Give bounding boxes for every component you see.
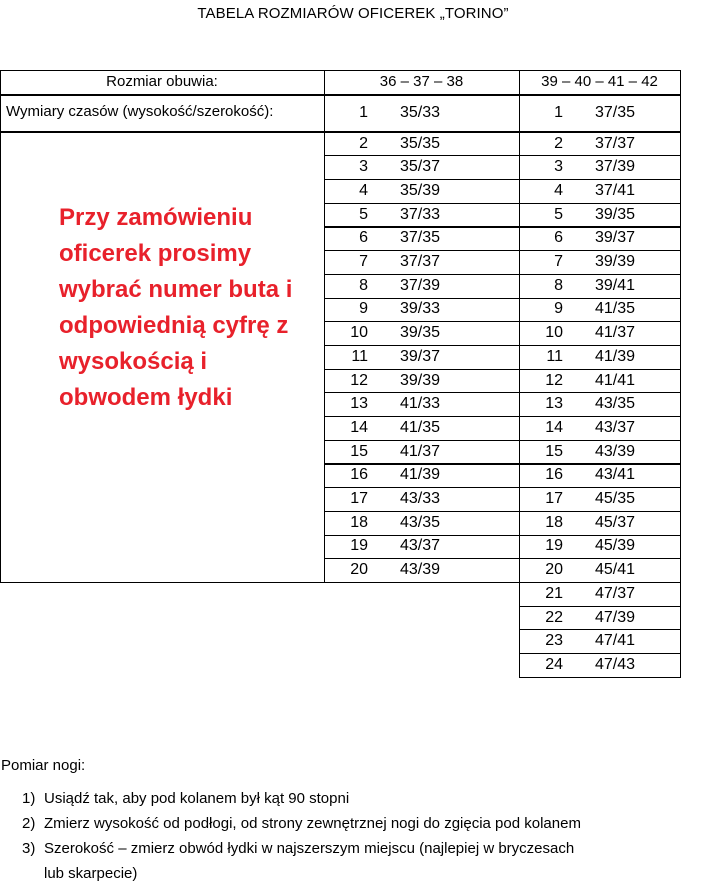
col2-size-number: 1 <box>554 103 563 121</box>
col2-size-number: 16 <box>545 466 563 484</box>
col2-size-number: 11 <box>546 347 563 365</box>
col1-size-value: 41/33 <box>400 395 441 413</box>
col2-size-value: 41/37 <box>595 324 636 342</box>
instruction-number: 1) <box>22 790 36 807</box>
col1-size-number: 13 <box>350 395 368 413</box>
col1-size-value: 39/35 <box>400 324 441 342</box>
instruction-text: Szerokość – zmierz obwód łydki w najszerszym miejscu (najlepiej w bryczesach <box>44 840 575 857</box>
col2-size-number: 7 <box>554 253 563 271</box>
col1-size-value: 39/39 <box>400 371 441 389</box>
col1-size-number: 9 <box>359 300 368 318</box>
col2-size-number: 3 <box>554 158 563 176</box>
col2-size-number: 20 <box>545 561 563 579</box>
size-label: Rozmiar obuwia: <box>106 73 218 90</box>
col2-size-value: 43/41 <box>595 466 636 484</box>
col2-size-value: 41/35 <box>595 300 636 318</box>
col2-size-value: 41/41 <box>595 371 636 389</box>
col1-size-number: 1 <box>359 103 368 121</box>
col2-size-value: 45/39 <box>595 537 636 555</box>
instruction-text: Usiądź tak, aby pod kolanem był kąt 90 stopni <box>44 790 350 807</box>
col1-size-number: 18 <box>350 513 368 531</box>
instruction-text: lub skarpecie) <box>44 865 138 882</box>
col2-size-value: 43/39 <box>595 442 636 460</box>
col1-size-value: 43/37 <box>400 537 441 555</box>
col2-size-number: 6 <box>554 229 563 247</box>
col1-size-number: 7 <box>359 253 368 271</box>
col1-size-value: 41/35 <box>400 418 441 436</box>
col2-size-value: 43/35 <box>595 395 636 413</box>
col2-size-value: 37/35 <box>595 103 636 121</box>
col2-size-number: 23 <box>545 632 563 650</box>
col1-size-value: 35/35 <box>400 134 441 152</box>
col1-size-number: 8 <box>359 276 368 294</box>
col1-size-number: 17 <box>350 490 368 508</box>
col2-size-value: 43/37 <box>595 418 636 436</box>
col2-size-value: 45/41 <box>595 561 636 579</box>
col1-size-value: 43/35 <box>400 513 441 531</box>
col2-size-number: 22 <box>545 608 563 626</box>
col2-size-value: 39/39 <box>595 253 636 271</box>
col1-size-value: 37/39 <box>400 276 441 294</box>
col2-size-value: 45/37 <box>595 513 636 531</box>
col1-size-number: 5 <box>359 205 368 223</box>
col2-size-number: 13 <box>545 395 563 413</box>
col1-size-value: 37/37 <box>400 253 441 271</box>
col1-size-number: 2 <box>359 134 368 152</box>
col1-size-value: 41/39 <box>400 466 441 484</box>
col2-size-value: 39/37 <box>595 229 636 247</box>
instruction-text: Zmierz wysokość od podłogi, od strony zewnętrznej nogi do zgięcia pod kolanem <box>44 815 581 832</box>
col2-size-number: 18 <box>545 513 563 531</box>
col2-size-number: 21 <box>545 584 563 602</box>
col1-size-number: 11 <box>351 347 368 365</box>
col2-size-number: 19 <box>545 537 563 555</box>
order-note: Przy zamówieniu oficerek prosimy wybrać numer buta i odpowiednią cyfrę z wysokością i obwodem łydki <box>59 204 293 411</box>
col1-size-number: 16 <box>350 466 368 484</box>
col1-size-value: 35/37 <box>400 158 441 176</box>
col2-size-value: 47/43 <box>595 655 636 673</box>
col2-size-value: 47/41 <box>595 632 636 650</box>
col2-size-number: 10 <box>545 324 563 342</box>
col2-size-number: 4 <box>554 181 563 199</box>
col1-header: 36 – 37 – 38 <box>379 73 464 90</box>
col1-size-value: 37/33 <box>400 205 441 223</box>
col2-size-number: 8 <box>554 276 563 294</box>
col2-size-number: 17 <box>545 490 563 508</box>
col1-size-number: 10 <box>350 324 368 342</box>
instruction-number: 3) <box>22 840 36 857</box>
col1-size-number: 3 <box>359 158 368 176</box>
instruction-number: 2) <box>22 815 36 832</box>
col2-size-number: 5 <box>554 205 563 223</box>
col1-size-number: 15 <box>350 442 368 460</box>
col2-size-value: 37/37 <box>595 134 636 152</box>
col1-size-number: 4 <box>359 181 368 199</box>
col2-size-value: 47/39 <box>595 608 636 626</box>
col2-size-number: 12 <box>545 371 563 389</box>
col2-size-value: 41/39 <box>595 347 636 365</box>
page-title: TABELA ROZMIARÓW OFICEREK „TORINO” <box>197 5 509 22</box>
col2-size-value: 37/39 <box>595 158 636 176</box>
col2-size-value: 39/41 <box>595 276 636 294</box>
col2-size-value: 47/37 <box>595 584 636 602</box>
col1-size-number: 12 <box>350 371 368 389</box>
dims-label: Wymiary czasów (wysokość/szerokość): <box>6 102 274 120</box>
col2-header: 39 – 40 – 41 – 42 <box>541 73 658 90</box>
col2-size-number: 14 <box>545 418 563 436</box>
col1-size-value: 39/37 <box>400 347 441 365</box>
col1-size-number: 14 <box>350 418 368 436</box>
col2-size-value: 45/35 <box>595 490 636 508</box>
col1-size-value: 35/39 <box>400 181 441 199</box>
col2-size-value: 37/41 <box>595 181 636 199</box>
instructions-title: Pomiar nogi: <box>1 757 86 774</box>
col2-size-value: 39/35 <box>595 205 636 223</box>
col2-size-number: 2 <box>554 134 563 152</box>
col1-size-value: 39/33 <box>400 300 441 318</box>
col1-size-number: 19 <box>350 537 368 555</box>
col1-size-value: 43/33 <box>400 490 441 508</box>
col1-size-value: 41/37 <box>400 442 441 460</box>
col2-size-number: 24 <box>545 655 563 673</box>
col1-size-value: 43/39 <box>400 561 441 579</box>
col1-size-number: 6 <box>359 229 368 247</box>
col1-size-value: 35/33 <box>400 103 441 121</box>
col1-size-value: 37/35 <box>400 229 441 247</box>
col2-size-number: 9 <box>554 300 563 318</box>
col2-size-number: 15 <box>545 442 563 460</box>
col1-size-number: 20 <box>350 561 368 579</box>
